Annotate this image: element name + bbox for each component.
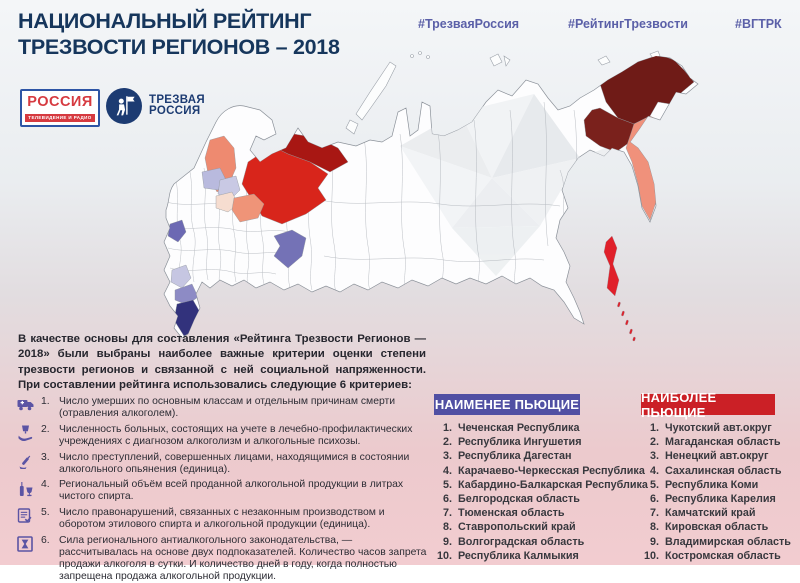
list-item: 6. Республика Карелия bbox=[649, 493, 776, 506]
trezvaya-logo-emblem bbox=[106, 88, 142, 124]
list-item: 6. Белгородская область bbox=[442, 493, 580, 506]
list-item: 8. Ставропольский край bbox=[442, 521, 576, 534]
criterion-row: 1. Число умерших по основным классам и отдельным причинам смерти (отравления алкоголем). bbox=[17, 396, 431, 420]
hourglass-icon bbox=[17, 535, 36, 583]
list-item: 3. Ненецкий авт.округ bbox=[649, 450, 769, 463]
kuril-islands bbox=[617, 302, 636, 341]
region-sakhalin bbox=[604, 236, 636, 341]
list-item: 4. Карачаево-Черкесская Республика bbox=[442, 464, 645, 477]
russia-sobriety-map bbox=[160, 50, 800, 342]
criterion-row: 4. Региональный объём всей проданной алкогольной продукции в литрах чистого спирта. bbox=[17, 479, 431, 503]
list-item: 9. Владимирская область bbox=[649, 535, 791, 548]
rossiya-tv-logo bbox=[20, 89, 100, 127]
criterion-row: 3. Число преступлений, совершенных лицами, находящимися в состоянии алкогольного опьянения (единица). bbox=[17, 452, 431, 476]
list-item: 7. Тюменская область bbox=[442, 507, 565, 520]
list-item: 8. Кировская область bbox=[649, 521, 769, 534]
title-line-2: ТРЕЗВОСТИ РЕГИОНОВ – 2018 bbox=[18, 35, 340, 59]
list-item: 10. Костромская область bbox=[643, 549, 781, 562]
hand-glass-icon bbox=[17, 424, 36, 448]
criteria-list bbox=[17, 396, 431, 583]
rossiya-logo-text: РОССИЯ bbox=[27, 94, 93, 110]
list-item: 2. Магаданская область bbox=[649, 436, 781, 449]
ambulance-icon bbox=[17, 396, 36, 420]
most-drinking-header: НАИБОЛЕЕ ПЬЮЩИЕ bbox=[641, 394, 775, 415]
criterion-row: 2. Численность больных, состоящих на учете в лечебно-профилактических учреждениях с диагнозом алкоголизм и алкогольные психозы. bbox=[17, 424, 431, 448]
list-item: 9. Волгоградская область bbox=[442, 535, 585, 548]
least-drinking-panel bbox=[434, 394, 648, 563]
most-drinking-panel bbox=[641, 389, 791, 563]
document-check-icon bbox=[17, 507, 36, 531]
list-item: 10. Республика Калмыкия bbox=[436, 549, 579, 562]
list-item: 1. Чукотский авт.округ bbox=[649, 422, 772, 434]
list-item: 4. Сахалинская область bbox=[649, 464, 782, 477]
list-item: 2. Республика Ингушетия bbox=[442, 436, 582, 449]
least-drinking-list bbox=[434, 421, 648, 563]
least-drinking-header: НАИМЕНЕЕ ПЬЮЩИЕ bbox=[434, 394, 580, 415]
rossiya-logo-subtitle: ТЕЛЕВИДЕНИЕ И РАДИО bbox=[25, 114, 95, 122]
criterion-row: 5. Число правонарушений, связанных с незаконным производством и оборотом этилового спирта и алкогольной продукции (единица). bbox=[17, 507, 431, 531]
title-line-1: НАЦИОНАЛЬНЫЙ РЕЙТИНГ bbox=[18, 9, 312, 33]
hashtag-trezvaya-rossiya: #ТрезваяРоссия bbox=[418, 17, 520, 31]
russia-map-svg bbox=[160, 50, 800, 342]
most-drinking-list bbox=[641, 421, 791, 563]
intro-paragraph: В качестве основы для составления «Рейтинга Трезвости Регионов — 2018» были выбраны наиболее важные критерии оценки степени трезвости регионов и связанной с ней социальной напряженности. При составлении рейтинга использовались следующие 6 критериев: bbox=[18, 333, 426, 392]
tilted-bottle-icon bbox=[17, 452, 36, 476]
list-item: 3. Республика Дагестан bbox=[442, 450, 572, 463]
hashtag-reyting-trezvosti: #РейтингТрезвости bbox=[568, 17, 688, 31]
hashtag-vgtrk: #ВГТРК bbox=[735, 17, 782, 31]
bottle-wineglass-icon bbox=[17, 479, 36, 503]
list-item: 5. Кабардино-Балкарская Республика bbox=[442, 478, 648, 491]
person-flag-icon bbox=[111, 93, 137, 119]
list-item: 1. Чеченская Республика bbox=[442, 422, 580, 434]
list-item: 5. Республика Коми bbox=[649, 478, 759, 491]
criterion-row: 6. Сила регионального антиалкогольного законодательства, — рассчитывалась на основе двух подпоказателей. Количество часов запрета продажи алкоголя в сутки. И количество дней в году, когда полностью запрещена продажа алкогольной продукции. bbox=[17, 535, 431, 583]
trezvaya-logo-text: ТРЕЗВАЯ РОССИЯ bbox=[149, 93, 205, 117]
list-item: 7. Камчатский край bbox=[649, 507, 756, 520]
